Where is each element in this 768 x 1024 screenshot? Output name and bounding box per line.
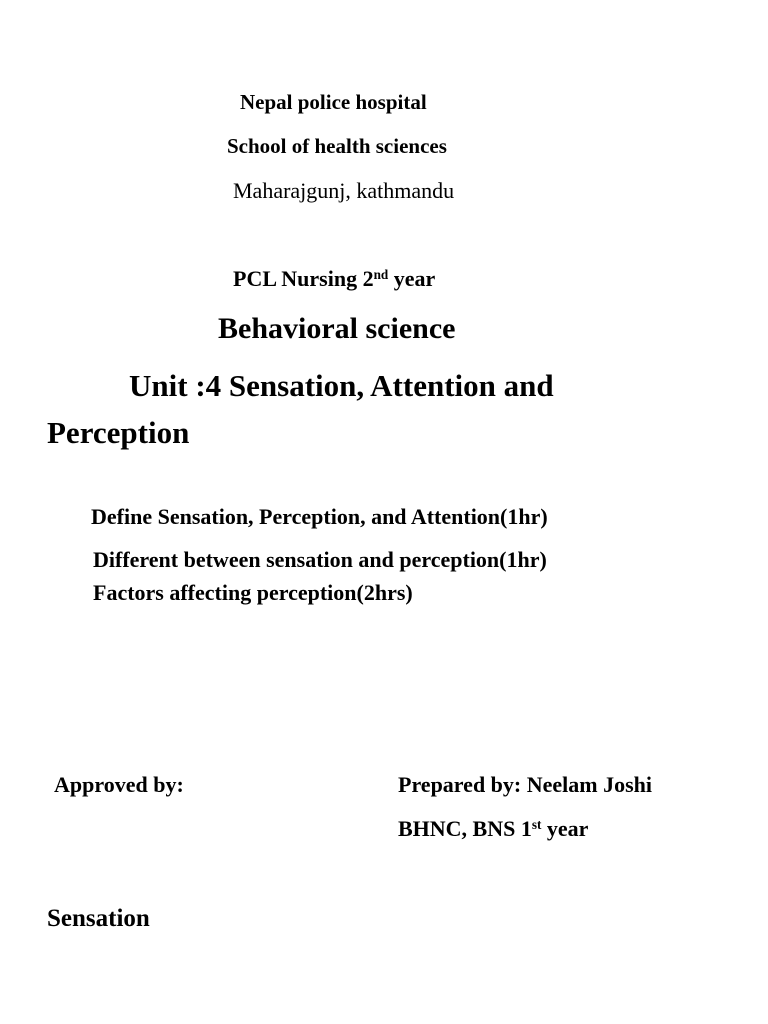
program-suffix: year bbox=[388, 266, 436, 291]
preparer-detail-ordinal: st bbox=[531, 816, 542, 832]
preparer-detail bbox=[398, 818, 588, 840]
program-prefix: PCL Nursing 2 bbox=[233, 266, 374, 291]
unit-title-line2: Perception bbox=[47, 415, 190, 450]
program-ordinal: nd bbox=[373, 266, 389, 282]
school-name: School of health sciences bbox=[227, 134, 447, 158]
prepared-by-label: Prepared by: Neelam Joshi bbox=[398, 772, 652, 797]
approved-by-label: Approved by: bbox=[54, 772, 184, 797]
preparer-detail-prefix: BHNC, BNS 1 bbox=[398, 816, 532, 841]
section-heading: Sensation bbox=[47, 905, 150, 932]
unit-title-line1: Unit :4 Sensation, Attention and bbox=[129, 368, 554, 403]
program-line bbox=[233, 268, 435, 290]
preparer-detail-suffix: year bbox=[541, 816, 589, 841]
topic-item: Define Sensation, Perception, and Attention(1hr) bbox=[91, 504, 548, 529]
subject-title: Behavioral science bbox=[218, 312, 456, 345]
topic-item: Factors affecting perception(2hrs) bbox=[93, 580, 413, 605]
location-text: Maharajgunj, kathmandu bbox=[233, 178, 455, 203]
topic-item: Different between sensation and perception(1hr) bbox=[93, 547, 547, 572]
institution-name: Nepal police hospital bbox=[240, 90, 427, 114]
